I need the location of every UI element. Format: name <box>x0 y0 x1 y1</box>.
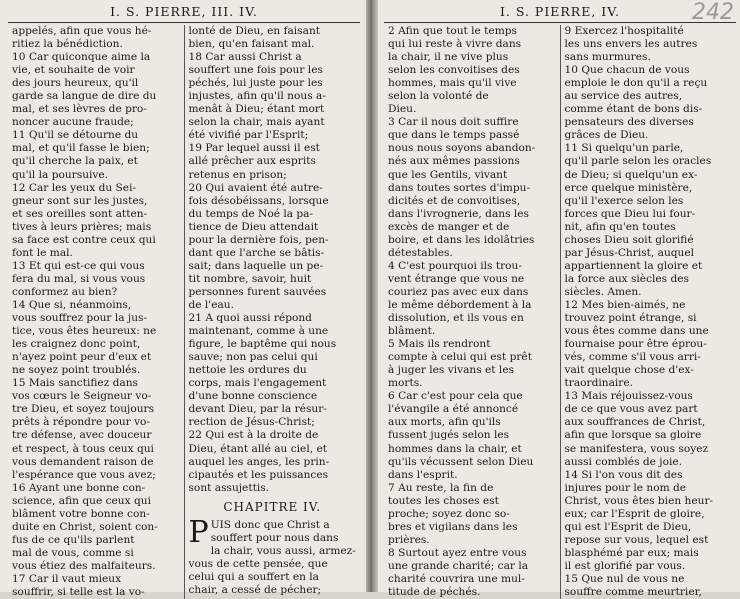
text-line: choses Dieu soit glorifié <box>564 233 694 246</box>
text-line: dant que l'arche se bâtis- <box>188 246 325 259</box>
text-line: Dieu. <box>388 103 417 116</box>
text-line: 19 Par lequel aussi il est <box>188 142 320 155</box>
text-line: fussent jugés selon les <box>388 429 510 442</box>
text-line: 6 Car c'est pour cela que <box>388 390 523 403</box>
text-line: 2 Afin que tout le temps <box>388 25 517 37</box>
text-line: selon la chair, mais ayant <box>188 116 325 129</box>
text-line: 13 Et qui est-ce qui vous <box>12 259 145 272</box>
text-line: erce quelque ministère, <box>564 181 693 194</box>
text-line: pour la dernière fois, pen- <box>188 233 329 246</box>
right-column-1 <box>384 25 560 599</box>
text-line: appartiennent la gloire et <box>564 259 703 272</box>
text-line: vous êtes comme dans une <box>564 325 709 338</box>
text-line: que les Gentils, vivant <box>388 168 508 181</box>
text-line: Christ, vous êtes bien heur- <box>564 494 714 507</box>
text-line: qu'ils vécussent selon Dieu <box>388 455 534 468</box>
text-line: hommes, mais qu'il vive <box>388 77 517 90</box>
text-line: trouvez point étrange, si <box>564 312 697 325</box>
text-line: gneur sont sur les justes, <box>12 194 148 207</box>
text-line: se manifestera, vous soyez <box>564 442 709 455</box>
text-line: et ses oreilles sont atten- <box>12 207 148 220</box>
text-line: 17 Car il vaut mieux <box>12 572 122 585</box>
text-line: détestables. <box>388 246 453 259</box>
text-line: tre défense, avec douceur <box>12 429 152 442</box>
text-line: injustes, afin qu'il nous a- <box>188 90 326 103</box>
text-line: vés, comme s'il vous arri- <box>564 351 701 364</box>
text-line: cipautés et les puissances <box>188 468 329 481</box>
text-line: le même débordement à la <box>388 298 532 311</box>
text-line: péchés, lui juste pour les <box>188 77 323 90</box>
right-running-header: I. S. PIERRE, IV. <box>384 4 736 23</box>
text-line: siècles. Amen. <box>564 285 642 298</box>
text-line: ritiez la bénédiction. <box>12 38 123 51</box>
text-line: charité couvrira une mul- <box>388 572 525 585</box>
text-line: tit nombre, savoir, huit <box>188 272 312 285</box>
text-line: vie, et souhaite de voir <box>12 64 135 77</box>
text-line: sont assujettis. <box>188 481 270 494</box>
text-line: 4 C'est pourquoi ils trou- <box>388 259 522 272</box>
text-line: sauve; non pas celui qui <box>188 351 318 364</box>
right-column-2 <box>560 25 737 599</box>
text-line: 12 Car les yeux du Sei- <box>12 181 137 194</box>
text-line: selon les convoitises des <box>388 64 520 77</box>
text-line: injures pour le nom de <box>564 481 687 494</box>
text-line: et respect, à tous ceux qui <box>12 442 154 455</box>
text-line: proche; soyez donc so- <box>388 507 510 520</box>
text-line: pensateurs des diverses <box>564 116 694 129</box>
text-line: vous de cette pensée, que <box>188 557 328 570</box>
text-line: une grande charité; car la <box>388 559 529 572</box>
text-line: comme étant de bons dis- <box>564 103 703 116</box>
text-line: l'espérance que vous avez; <box>12 468 156 481</box>
text-line: dans l'esprit. <box>388 468 458 481</box>
text-line: 15 Mais sanctifiez dans <box>12 377 138 390</box>
text-line: par Jésus-Christ, auquel <box>564 246 695 259</box>
text-line: 20 Qui avaient été autre- <box>188 181 323 194</box>
book-gutter <box>366 0 378 592</box>
text-line: tience de Dieu attendait <box>188 220 319 233</box>
text-line: blâment. <box>388 325 436 338</box>
text-line: souffert pour nous dans <box>210 531 339 544</box>
text-line: de ce que vous avez part <box>564 403 698 416</box>
text-line: 8 Surtout ayez entre vous <box>388 546 527 559</box>
text-line: excès de manger et de <box>388 220 510 233</box>
text-line: titude de péchés. <box>388 586 481 599</box>
text-line: souffert une fois pour les <box>188 64 323 77</box>
drop-cap: P <box>188 514 209 550</box>
text-line: morts. <box>388 377 423 390</box>
text-line: personnes furent sauvées <box>188 285 327 298</box>
text-line: fus de ce qu'ils parlent <box>12 533 135 546</box>
text-line: 13 Mais réjouissez-vous <box>564 390 693 403</box>
text-line: la chair, il ne vive plus <box>388 51 509 64</box>
chapter-opening <box>188 514 357 597</box>
text-line: l'évangile a été annoncé <box>388 403 519 416</box>
text-line: prêts à répondre pour vo- <box>12 416 151 429</box>
text-line: vos cœurs le Seigneur vo- <box>12 390 152 403</box>
text-line: figure, le baptême qui nous <box>188 338 337 351</box>
text-line: 12 Mes bien-aimés, ne <box>564 298 686 311</box>
text-line: 15 Que nul de vous ne <box>564 572 685 585</box>
text-line: selon la volonté de <box>388 90 489 103</box>
text-line: boire, et dans les idolâtries <box>388 233 535 246</box>
text-line: 9 Exercez l'hospitalité <box>564 25 684 37</box>
text-line: fois désobéissans, lorsque <box>188 194 329 207</box>
text-line: aussi comblés de joie. <box>564 455 682 468</box>
text-line: sa face est contre ceux qui <box>12 233 156 246</box>
text-line: conformez au bien? <box>12 285 118 298</box>
text-line: dissolution, et ils vous en <box>388 312 524 325</box>
text-line: dans l'ivrognerie, dans les <box>388 207 529 220</box>
text-line: 21 A quoi aussi répond <box>188 312 312 325</box>
text-line: été vivifié par l'Esprit; <box>188 129 309 142</box>
text-line: vous souffrez pour la jus- <box>12 312 148 325</box>
text-line: vait quelque chose d'ex- <box>564 364 694 377</box>
text-line: d'une bonne conscience <box>188 390 318 403</box>
text-line: sait; dans laquelle un pe- <box>188 259 324 272</box>
text-line: qu'il la poursuive. <box>12 168 109 181</box>
text-line: 7 Au reste, la fin de <box>388 481 494 494</box>
text-line: souffre comme meurtrier, <box>564 586 702 599</box>
text-line: 10 Car quiconque aime la <box>12 51 151 64</box>
text-line: Dieu, étant allé au ciel, et <box>188 442 327 455</box>
text-line: noncer aucune fraude; <box>12 116 134 129</box>
text-line: que dans le temps passé <box>388 129 520 142</box>
text-line: couriez pas avec eux dans <box>388 285 529 298</box>
text-line: 14 Que si, néanmoins, <box>12 298 132 311</box>
text-line: vent étrange que vous ne <box>388 272 525 285</box>
text-line: qu'il l'exerce selon les <box>564 194 684 207</box>
text-line: bien, qu'en faisant mal. <box>188 38 315 51</box>
text-line: la chair, vous aussi, armez- <box>210 544 356 557</box>
text-line: au service des autres, <box>564 90 683 103</box>
text-line: nettoie les ordures du <box>188 364 307 377</box>
text-line: mal, et ses lèvres de pro- <box>12 103 147 116</box>
page-corner-mark: 242 <box>692 0 734 25</box>
text-line: repose sur vous, lequel est <box>564 533 709 546</box>
text-line: 22 Qui est à la droite de <box>188 429 319 442</box>
text-line: nit, afin qu'en toutes <box>564 220 676 233</box>
text-line: il est glorifié par vous. <box>564 559 686 572</box>
text-line: celui qui a souffert en la <box>188 570 319 583</box>
text-line: rection de Jésus-Christ; <box>188 416 315 429</box>
text-line: corps, mais l'engagement <box>188 377 327 390</box>
chapter-title: CHAPITRE IV. <box>223 499 322 514</box>
left-column-2-bottom <box>188 514 357 597</box>
text-line: duite en Christ, soient con- <box>12 520 158 533</box>
text-line: auquel les anges, les prin- <box>188 455 330 468</box>
text-line: n'ayez point peur d'eux et <box>12 351 152 364</box>
left-running-header: I. S. PIERRE, III. IV. <box>8 4 360 23</box>
left-column-2-top <box>189 25 357 495</box>
text-line: tre Dieu, et soyez toujours <box>12 403 155 416</box>
left-page <box>0 0 366 599</box>
text-line: dicités et de convoitises, <box>388 194 521 207</box>
text-line: forces que Dieu lui four- <box>564 207 696 220</box>
right-page <box>378 0 740 599</box>
text-line: les craignez donc point, <box>12 338 141 351</box>
text-line: qui lui reste à vivre dans <box>388 38 522 51</box>
text-line: de l'eau. <box>188 298 234 311</box>
text-line: allé prêcher aux esprits <box>188 155 316 168</box>
text-line: blasphémé par eux; mais <box>564 546 699 559</box>
text-line: toutes les choses est <box>388 494 499 507</box>
text-line: 14 Si l'on vous dit des <box>564 468 683 481</box>
text-line: fournaise pour être éprou- <box>564 338 707 351</box>
text-line: font le mal. <box>12 246 73 259</box>
text-line: souffrir, si telle est la vo- <box>12 586 145 599</box>
text-line: menât à Dieu; étant mort <box>188 103 325 116</box>
text-line: bres et vigilans dans les <box>388 520 518 533</box>
text-line: 11 Qu'il se détourne du <box>12 129 139 142</box>
text-line: la force aux siècles des <box>564 272 689 285</box>
text-line: afin que lorsque sa gloire <box>564 429 702 442</box>
text-line: blâment votre bonne con- <box>12 507 150 520</box>
text-line: hommes dans la chair, et <box>388 442 522 455</box>
text-line: 16 Ayant une bonne con- <box>12 481 146 494</box>
text-line: appelés, afin que vous hé- <box>12 25 152 37</box>
text-line: qui est l'Esprit de Dieu, <box>564 520 692 533</box>
text-line: mal de vous, comme si <box>12 546 134 559</box>
text-line: 11 Si quelqu'un parle, <box>564 142 684 155</box>
text-line: prières. <box>388 533 430 546</box>
text-line: eux; car l'Esprit de gloire, <box>564 507 705 520</box>
left-columns <box>8 25 360 599</box>
text-line: maintenant, comme à une <box>188 325 329 338</box>
text-line: 3 Car il nous doit suffire <box>388 116 519 129</box>
left-column-2 <box>184 25 361 599</box>
text-line: fera du mal, si vous vous <box>12 272 146 285</box>
text-line: grâces de Dieu. <box>564 129 649 142</box>
right-columns <box>384 25 736 599</box>
text-line: traordinaire. <box>564 377 633 390</box>
text-line: chair, a cessé de pécher; <box>188 583 322 596</box>
text-line: 5 Mais ils rendront <box>388 338 491 351</box>
text-line: qu'il cherche la paix, et <box>12 155 138 168</box>
text-line: nés aux mêmes passions <box>388 155 520 168</box>
text-line: tives à leurs prières; mais <box>12 220 152 233</box>
text-line: de Dieu; si quelqu'un ex- <box>564 168 698 181</box>
text-line: des jours heureux, qu'il <box>12 77 139 90</box>
text-line: retenus en prison; <box>188 168 287 181</box>
text-line: nous nous soyons abandon- <box>388 142 536 155</box>
text-line: qu'il parle selon les oracles <box>564 155 712 168</box>
text-line: lonté de Dieu, en faisant <box>188 25 321 37</box>
text-line: compte à celui qui est prêt <box>388 351 532 364</box>
text-line: à juger les vivans et les <box>388 364 515 377</box>
text-line: sans murmures. <box>564 51 651 64</box>
text-line: garde sa langue de dire du <box>12 90 157 103</box>
text-line: 18 Car aussi Christ a <box>188 51 302 64</box>
text-line: science, afin que ceux qui <box>12 494 151 507</box>
text-line: vous demandent raison de <box>12 455 154 468</box>
text-line: les uns envers les autres <box>564 38 698 51</box>
text-line: du temps de Noé la pa- <box>188 207 314 220</box>
text-line: aux morts, afin qu'ils <box>388 416 501 429</box>
text-line: dans toutes sortes d'impu- <box>388 181 531 194</box>
left-column-1 <box>8 25 184 599</box>
text-line: aux souffrances de Christ, <box>564 416 706 429</box>
text-line: emploie le don qu'il a reçu <box>564 77 708 90</box>
text-line: mal, et qu'il fasse le bien; <box>12 142 150 155</box>
text-line: 10 Que chacun de vous <box>564 64 690 77</box>
text-line: tice, vous êtes heureux: ne <box>12 325 157 338</box>
text-line: vous étiez des malfaiteurs. <box>12 559 156 572</box>
text-line: devant Dieu, par la résur- <box>188 403 327 416</box>
text-line: UIS donc que Christ a <box>210 518 330 531</box>
text-line: ne soyez point troublés. <box>12 364 141 377</box>
